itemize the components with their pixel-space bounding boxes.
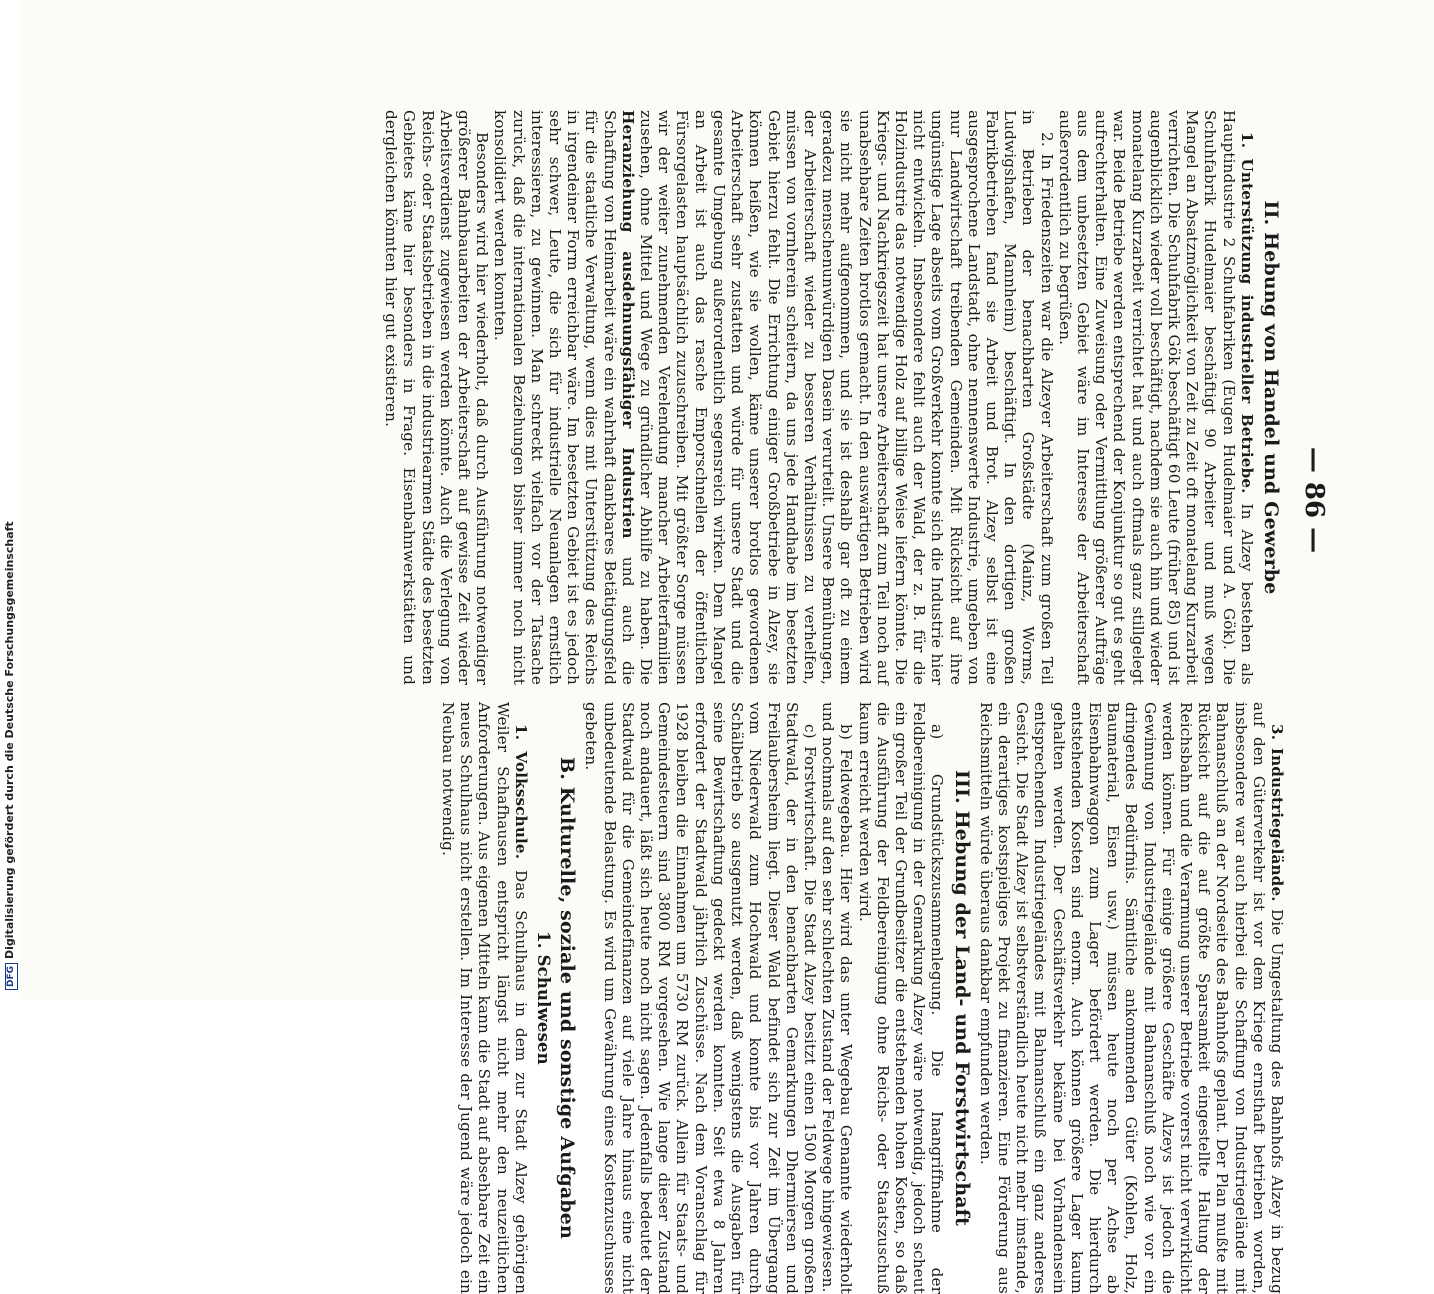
page-number: — 86 —: [1299, 446, 1329, 554]
sub-heading-schools: 1. Schulwesen: [534, 931, 554, 1065]
attribution-text: Digitalisierung gefördert durch die Deutsche Forschungsgemeinschaft: [3, 521, 16, 959]
section-heading-cultural: B. Kulturelle, soziale und sonstige Aufgaben: [556, 757, 579, 1239]
paragraph-forestry: c) Forstwirtschaft. Die Stadt Alzey besitzt einen 1500 Morgen großen Stadtwald, der in den benachbarten Gemarkungen Dhermiersen und Freilaubersheim liegt. Dieser Wald befindet sich zur Zeit im Übergang vom Niederwald zum Hochwald und konnte bis vor Jahren durch Schälbetrieb so ausgenutzt werden, daß wenigstens die Ausgaben für seine Bewirtschaftung gedeckt werden konnten. Seit etwa 8 Jahren erfordert der Stadtwald jährlich Zuschüsse. Nach dem Voranschlag für 1928 bleiben die Einnahmen um 5730 RM zurück. Allein für Staats- und Gemeindesteuern sind 3800 RM vorgesehen. Wie lange dieser Zustand noch andauert, läßt sich heute noch nicht sagen. Jedenfalls bedeutet der Stadtwald für die Gemeindefinanzen auf viele Jahre hinaus eine nicht unbedeutende Belastung. Es wird um Gewährung eines Kostenzuschusses gebeten.: [582, 702, 819, 1294]
paragraph-railway-works: [382, 110, 491, 685]
paragraph-title: 3. Industriegelände.: [1268, 724, 1286, 902]
paragraph-industrial-land: [977, 702, 1286, 1294]
paragraph-industrial-support: [1056, 110, 1256, 685]
attribution-text-container: [3, 20, 18, 990]
paragraph-text: und auch die Schaffung von Heimarbeit wäre ein wahrhaft dankbares Betätigungsfeld für die staatliche Verwaltung, wenn dies mit Unterstützung des Reichs in irgendeiner Form erreichbar wäre. Im besetzten Gebiet ist es jedoch sehr schwer, Leute, die sich für industrielle Neuanlagen ernstlich interessieren, zu gewinnen. Man schreckt vielfach vor der Tatsache zurück, daß die internationalen Beziehungen bisher immer noch nicht konsolidiert werden konnten.: [491, 110, 637, 686]
paragraph-text: Die Umgestaltung des Bahnhofs Alzey in bezug auf den Güterverkehr ist vor dem Kriege ernsthaft betrieben worden, insbesondere war auch hierbei die Schaffung von Industriegelände mit Bahnanschluß an der Nordseite des Bahnhofs geplant. Der Plan mußte mit Rücksicht auf die auf größte Sparsamkeit eingestellte Haltung der Reichsbahn und die Verarmung unserer Betriebe vorerst nicht verwirklicht werden können. Für einige größere Geschäfte Alzeys ist jedoch die Gewinnung von Industriegelände mit Bahnanschluß noch wie vor ein dringendes Bedürfnis. Sämtliche ankommenden Güter (Kohlen, Holz, Baumaterial, Eisen usw.) müssen heute noch per Achse ab Eisenbahnwaggon zum Lager befördert werden. Die hierdurch entstehenden Kosten sind enorm. Auch können größere Lager kaum gehalten werden. Der Geschäftsverkehr bekäme bei Vorhandensein entsprechenden Industriegeländes mit Bahnanschluß ein ganz anderes Gesicht. Die Stadt Alzey ist selbstverständlich heute nicht mehr imstande, ein derartiges kostspieliges Projekt zu finanzieren. Eine Förderung aus Reichsmitteln würde überaus dankbar empfunden werden.: [976, 702, 1286, 1294]
paragraph-text: Besonders wird hier wiederholt, daß durch Ausführung notwendiger größerer Bahnbauarbeiten der Arbeiterschaft auf gewisse Zeit wieder Arbeitsverdienst zugewiesen werden könnte. Auch die Verlegung von Reichs- oder Staatsbetrieben in die industriearmen Städte des besetzten Gebietes käme hier besonders in Frage. Eisenbahnwerkstätten und dergleichen könnten hier gut existieren.: [382, 110, 492, 685]
section-heading-trade: II. Hebung von Handel und Gewerbe: [1260, 200, 1282, 595]
paragraph-workforce: [491, 110, 1055, 685]
paragraph-primary-school: [439, 702, 530, 1294]
paragraph-title: 1. Volksschule.: [511, 724, 530, 860]
attribution-strip: [0, 0, 20, 1000]
paragraph-text: 2. In Friedenszeiten war die Alzeyer Arbeiterschaft zum großen Teil in Betrieben der benachbarten Großstädte (Mainz, Worms, Ludwigshafen, Mannheim) beschäftigt. In den dortigen großen Fabrikbetrieben fand sie Arbeit und Brot. Alzey selbst ist eine ausgesprochene Landstadt, ohne nennenswerte Industrie, umgeben von nur Landwirtschaft treibenden Gemeinden. Mit Rücksicht auf ihre ungünstige Lage abseits vom Großverkehr konnte sich die Industrie hier nicht entwickeln. Insbesondere fehlt auch der Wald, der z. B. für die Holzindustrie das notwendige Holz auf billige Weise liefern könnte. Die Kriegs- und Nachkriegszeit hat unsere Arbeiterschaft zum Teil noch auf unabsehbare Zeiten brotlos gemacht. In den auswärtigen Betrieben wird sie nicht mehr aufgenommen, und sie ist deshalb gar oft zu einem geradezu menschenunwürdigen Dasein verurteilt. Unsere Bemühungen, der Arbeiterschaft wieder zu besseren Verhältnissen zu verhelfen, müssen von vornherein scheitern, da uns jede Handhabe im besetzten Gebiet hierzu fehlt. Die Errichtung einiger Großbetriebe in Alzey, sie können heißen, wie sie wollen, käme unserer brotlos gewordenen Arbeiterschaft sehr zustatten und würde für unsere Stadt und die gesamte Umgebung außerordentlich segensreich wirken. Dem Mangel an Arbeit ist auch das rasche Emporschnellen der öffentlichen Fürsorgelasten hauptsächlich zuzuschreiben. Mit größter Sorge müssen wir der weiter zunehmenden Verelendung mancher Arbeiterfamilien zusehen, ohne Mittel und Wege zu gründlicher Abhilfe zu haben. Die: [637, 110, 1056, 685]
right-column: [439, 702, 1286, 1294]
paragraph-text: Das Schulhaus in dem zur Stadt Alzey gehörigen Weiler Schafhausen entspricht längst nicht mehr den neuzeitlichen Anforderungen. Aus eigenen Mitteln kann die Stadt auf absehbare Zeit ein neues Schulhaus nicht erstellen. Im Interesse der Jugend wäre jedoch ein Neubau notwendig.: [439, 702, 530, 1294]
paragraph-text: In Alzey bestehen als Hauptindustrie 2 Schuhfabriken (Eugen Hudelmaier und A. Gök). Die Schuhfabrik Hudelmaier beschäftigt 90 Arbeiter und muß wegen Mangel an Absatzmöglichkeit von Zeit zu Zeit oft monatelang Kurzarbeit verrichten. Die Schuhfabrik Gök beschäftigt 60 Leute (früher 85) und ist augenblicklich wieder voll beschäftigt, nachdem sie auch hin und wieder monatelang Kurzarbeit verrichtet hat und auch oftmals ganz stillgelegt war. Beide Betriebe werden entsprechend der Konjunktur so gut es geht aufrechterhalten. Eine Zuweisung oder Vermittlung größerer Aufträge aus dem unbesetzten Gebiet wäre im Interesse der Arbeiterschaft außerordentlich zu begrüßen.: [1055, 110, 1256, 685]
left-column: [382, 110, 1286, 685]
section-heading-agriculture: III. Hebung der Land- und Forstwirtschaft: [950, 770, 973, 1226]
paragraph-emphasis: Heranziehung ausdehnungsfähiger Industrien: [618, 110, 637, 539]
paragraph-title: 1. Unterstützung industrieller Betriebe.: [1237, 132, 1256, 494]
dfg-logo: DFG: [5, 963, 18, 990]
paragraph-land-consolidation: a) Grundstückszusammenlegung. Die Inangriffnahme der Feldbereinigung in der Gemarkung Alzey wäre notwendig, jedoch scheut ein großer Teil der Grundbesitzer die entstehenden hohen Kosten, so daß die Ausführung der Feldbereinigung ohne Reichs- oder Staatszuschuß kaum erreicht werden wird.: [855, 702, 947, 1294]
paragraph-field-roads: b) Feldwegebau. Hier wird das unter Wegebau Genannte wiederholt und nochmals auf den sehr schlechten Zustand der Feldwege hingewiesen.: [819, 702, 856, 1294]
